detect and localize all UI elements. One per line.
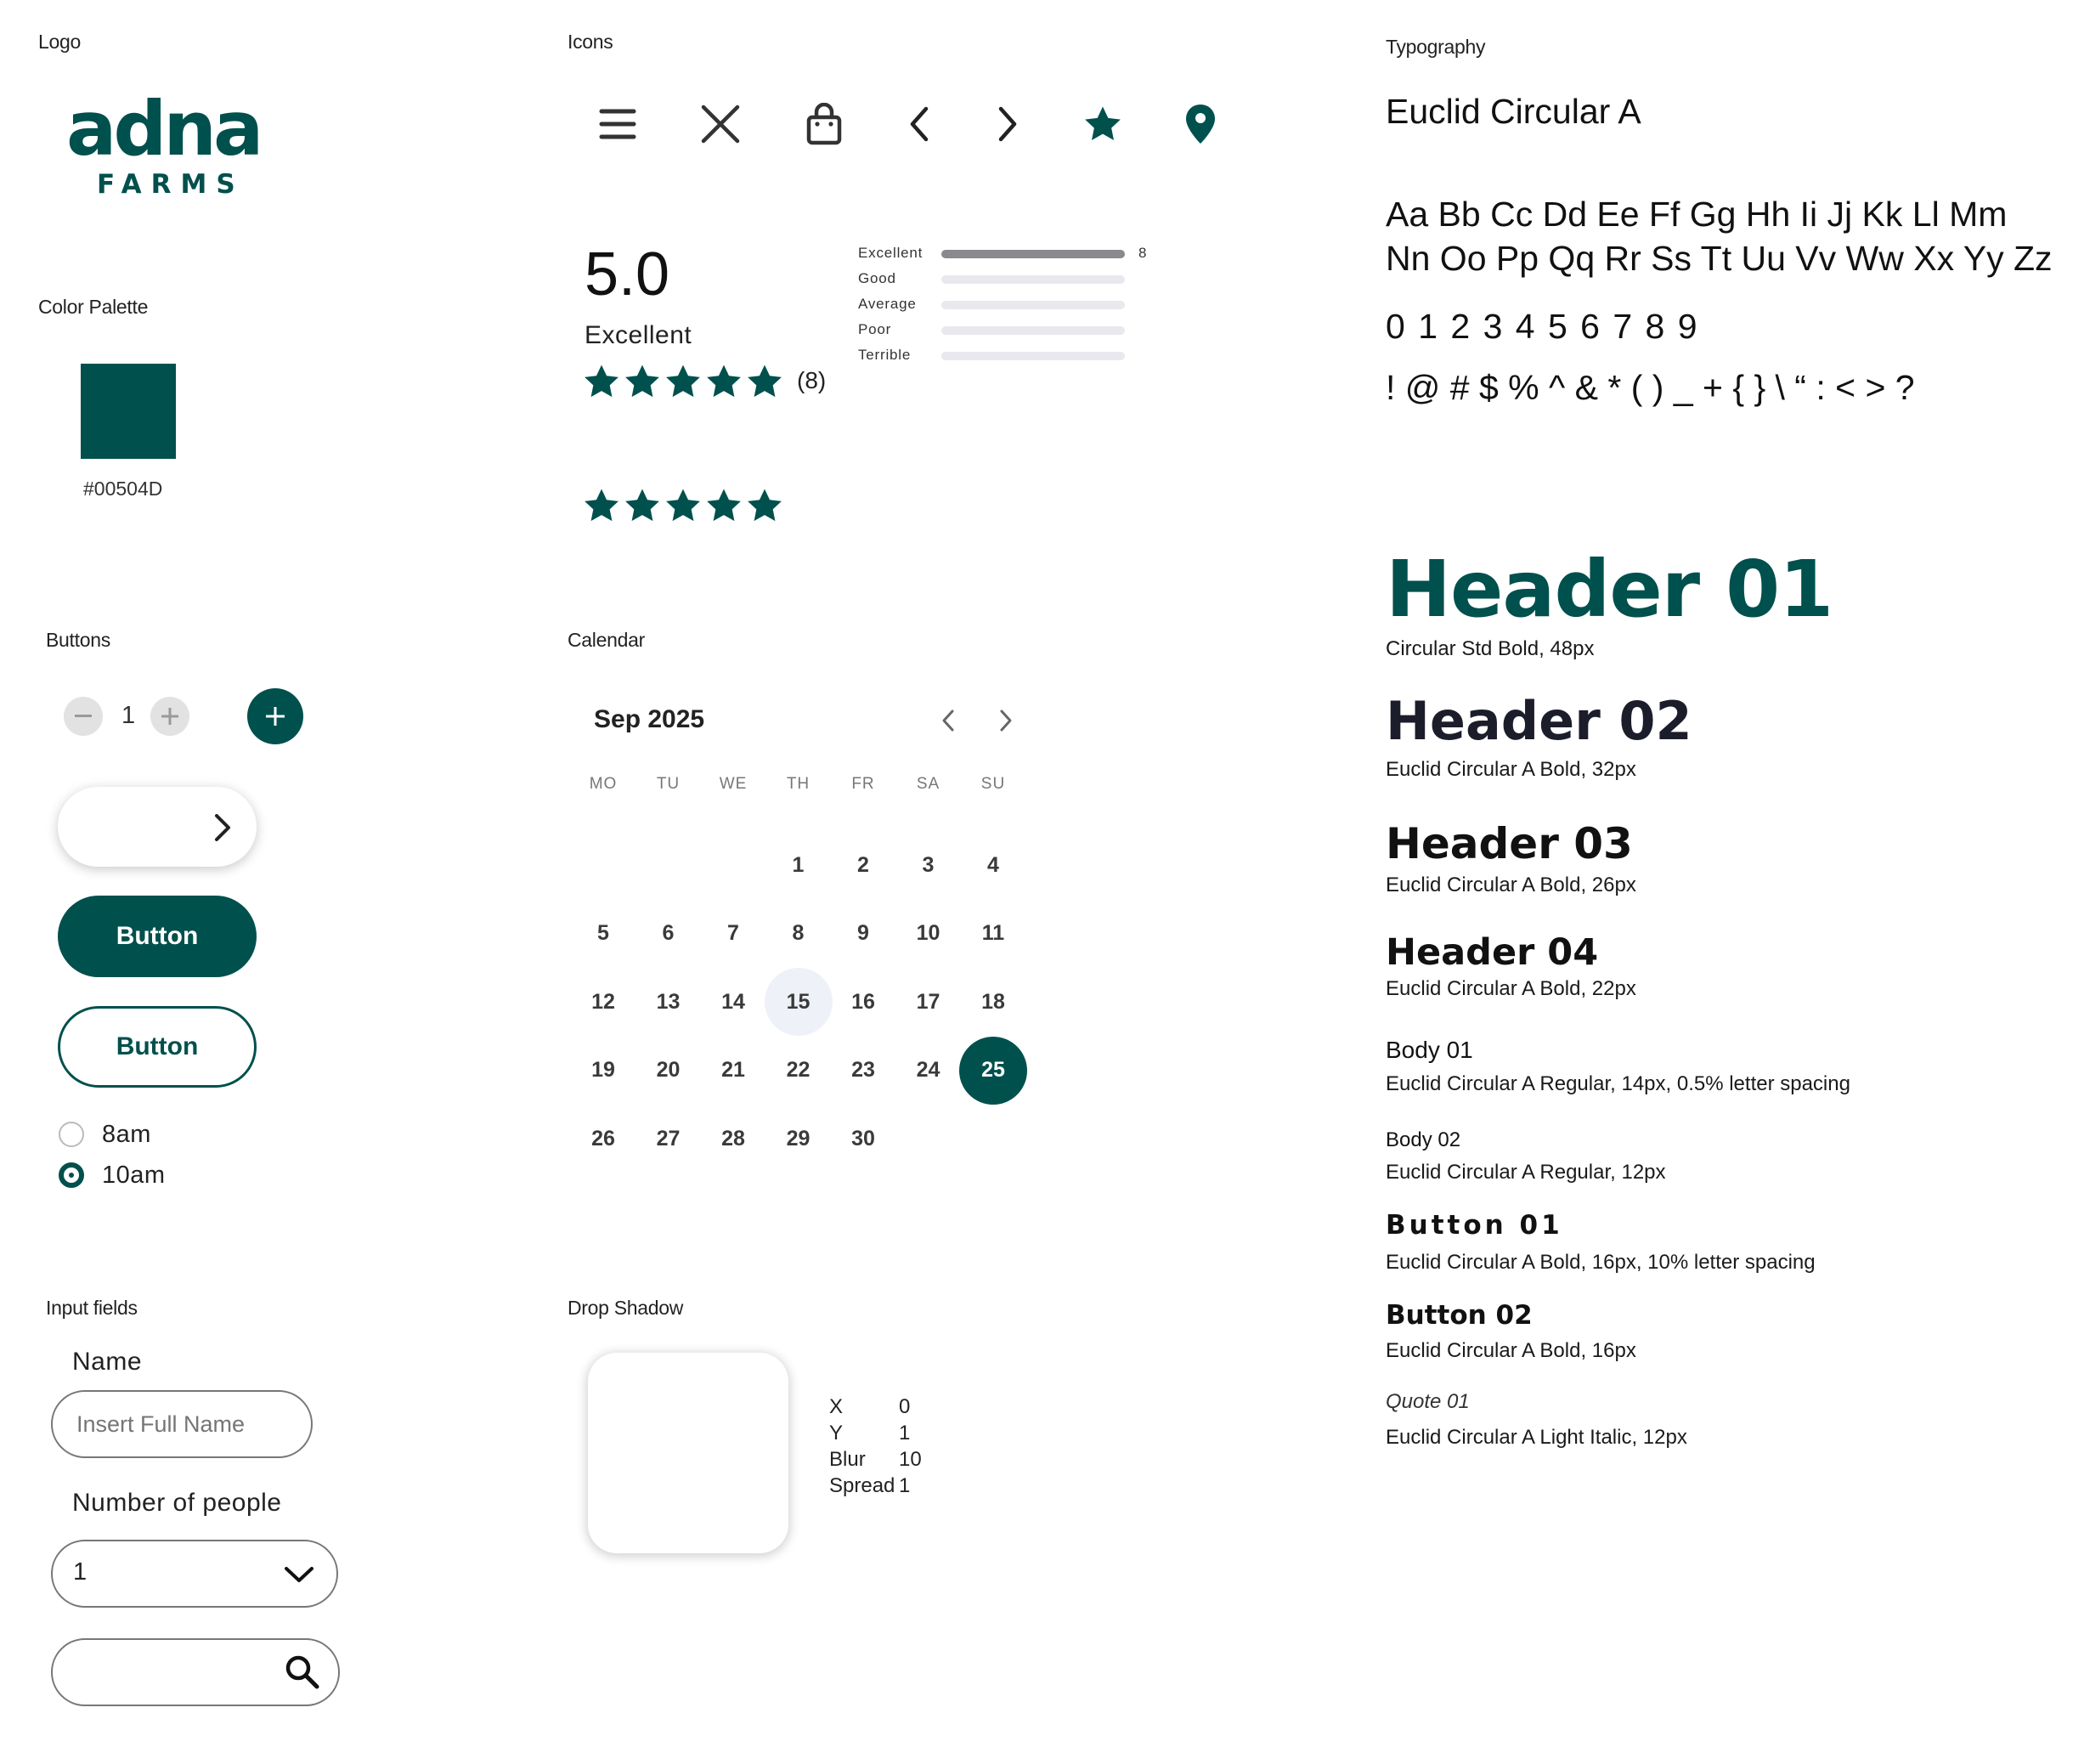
logo-wordmark: adna: [66, 85, 261, 172]
shadow-param-value: 1: [899, 1474, 911, 1497]
calendar-day[interactable]: 12: [591, 989, 615, 1014]
calendar-day[interactable]: 6: [662, 921, 675, 945]
decrement-button[interactable]: [64, 697, 103, 736]
calendar-day[interactable]: 30: [851, 1126, 875, 1151]
shadow-param-key: Spread: [829, 1474, 895, 1497]
close-icon[interactable]: [695, 99, 746, 150]
header-03-spec: Euclid Circular A Bold, 26px: [1386, 874, 1636, 896]
search-icon: [284, 1654, 321, 1691]
star-icon: [705, 488, 743, 528]
quote-01-spec: Euclid Circular A Light Italic, 12px: [1386, 1426, 1687, 1449]
section-label-buttons: Buttons: [46, 629, 110, 651]
header-03-sample: Header 03: [1386, 819, 1633, 868]
section-label-typography: Typography: [1386, 36, 1486, 58]
section-label-drop-shadow: Drop Shadow: [568, 1297, 684, 1319]
increment-button[interactable]: [150, 697, 189, 736]
bag-icon[interactable]: [799, 99, 850, 150]
calendar-day[interactable]: 29: [786, 1126, 811, 1151]
calendar-weekday: TH: [786, 775, 811, 793]
rating-bar-track: [941, 352, 1125, 360]
calendar-weekday: WE: [719, 775, 748, 793]
shadow-params: [829, 1394, 922, 1499]
calendar-day[interactable]: 11: [981, 921, 1005, 945]
star-icon: [624, 488, 661, 528]
rating-bar-track: [941, 250, 1125, 258]
star-icon: [746, 488, 783, 528]
calendar-day[interactable]: 9: [857, 921, 869, 945]
symbols-sample: ! @ # $ % ^ & * ( ) _ + { } \ “ : < > ?: [1386, 368, 1915, 407]
star-icon: [664, 488, 702, 528]
rating-stars: [583, 364, 783, 404]
map-pin-icon[interactable]: [1175, 99, 1226, 150]
calendar-day[interactable]: 23: [851, 1058, 875, 1082]
name-label: Name: [72, 1348, 143, 1376]
calendar-day[interactable]: 2: [857, 852, 869, 877]
calendar-day[interactable]: 19: [591, 1058, 615, 1082]
chevron-down-icon: [284, 1565, 314, 1584]
star-icon: [583, 364, 620, 404]
button-02-sample: Button 02: [1386, 1300, 1533, 1331]
calendar-day[interactable]: 10: [916, 921, 940, 945]
calendar-weekday: SU: [980, 775, 1006, 793]
shadow-param-row: [829, 1420, 922, 1446]
radio-label-8am: 8am: [102, 1121, 151, 1148]
rating-bar-fill: [941, 250, 1125, 258]
calendar-day[interactable]: 15: [765, 968, 833, 1036]
section-label-icons: Icons: [568, 31, 613, 53]
rating-bar-label: Terrible: [858, 347, 912, 363]
calendar-day[interactable]: 8: [792, 921, 805, 945]
rating-score: 5.0: [585, 240, 670, 308]
rating-bar-label: Good: [858, 270, 896, 286]
star-icon[interactable]: [1077, 99, 1128, 150]
body-02-spec: Euclid Circular A Regular, 12px: [1386, 1161, 1666, 1184]
search-input[interactable]: [51, 1638, 340, 1706]
calendar-day[interactable]: 5: [597, 921, 609, 945]
secondary-button[interactable]: Button: [58, 1006, 257, 1088]
color-swatch: [81, 364, 176, 459]
header-01-sample: Header 01: [1386, 544, 1833, 635]
rating-bar-label: Excellent: [858, 245, 924, 261]
header-04-spec: Euclid Circular A Bold, 22px: [1386, 977, 1636, 1000]
calendar-day[interactable]: 22: [786, 1058, 811, 1082]
section-label-calendar: Calendar: [568, 629, 645, 651]
calendar-day[interactable]: 1: [792, 852, 805, 877]
star-icon: [705, 364, 743, 404]
calendar-month: Sep 2025: [594, 705, 705, 733]
calendar-prev-button[interactable]: [940, 709, 957, 737]
shadow-param-row: [829, 1473, 922, 1499]
radio-label-10am: 10am: [102, 1162, 166, 1189]
calendar-day[interactable]: 7: [727, 921, 739, 945]
star-icon: [624, 364, 661, 404]
people-select-value: 1: [73, 1558, 88, 1586]
shadow-param-value: 0: [899, 1395, 911, 1418]
rating-bar-count: 8: [1138, 245, 1148, 261]
rating-bar-track: [941, 326, 1125, 335]
header-01-spec: Circular Std Bold, 48px: [1386, 637, 1595, 660]
header-02-spec: Euclid Circular A Bold, 32px: [1386, 758, 1636, 781]
radio-10am[interactable]: [59, 1162, 84, 1188]
color-swatch-hex: #00504D: [83, 478, 163, 500]
chevron-left-icon[interactable]: [894, 99, 945, 150]
section-label-color-palette: Color Palette: [38, 296, 149, 318]
calendar-day[interactable]: 3: [922, 852, 935, 877]
shadow-param-key: Y: [829, 1422, 844, 1445]
name-input[interactable]: [51, 1390, 313, 1458]
calendar-day[interactable]: 16: [851, 989, 875, 1014]
header-04-sample: Header 04: [1386, 931, 1599, 974]
people-select[interactable]: [51, 1540, 338, 1608]
shadow-param-row: [829, 1394, 922, 1420]
logo-subtitle: FARMS: [97, 169, 245, 200]
shadow-sample-card: [588, 1353, 788, 1553]
body-01-spec: Euclid Circular A Regular, 14px, 0.5% letter spacing: [1386, 1072, 1850, 1095]
radio-8am[interactable]: [59, 1122, 84, 1147]
button-01-spec: Euclid Circular A Bold, 16px, 10% letter spacing: [1386, 1251, 1816, 1274]
font-name: Euclid Circular A: [1386, 92, 1641, 131]
calendar-day[interactable]: 28: [721, 1126, 745, 1151]
calendar-day[interactable]: 26: [591, 1126, 615, 1151]
calendar-next-button[interactable]: [997, 709, 1014, 737]
header-02-sample: Header 02: [1386, 690, 1692, 752]
calendar-day[interactable]: 18: [981, 989, 1005, 1014]
calendar-weekday: MO: [589, 775, 618, 793]
button-01-sample: Button 01: [1386, 1210, 1563, 1241]
alphabet-line-1: Aa Bb Cc Dd Ee Ff Gg Hh Ii Jj Kk Ll Mm: [1386, 195, 2008, 234]
star-icon: [746, 364, 783, 404]
calendar-weekday: SA: [916, 775, 940, 793]
rating-word: Excellent: [585, 321, 692, 349]
calendar-day[interactable]: 27: [656, 1126, 681, 1151]
section-label-logo: Logo: [38, 31, 81, 53]
rating-bar-track: [941, 275, 1125, 284]
digits-sample: 0 1 2 3 4 5 6 7 8 9: [1386, 307, 1699, 346]
calendar-day[interactable]: 21: [721, 1058, 745, 1082]
chevron-right-icon[interactable]: [982, 99, 1033, 150]
rating-bar-label: Average: [858, 296, 917, 312]
shadow-param-row: [829, 1446, 922, 1473]
section-label-input-fields: Input fields: [46, 1297, 138, 1319]
rating-bar-label: Poor: [858, 321, 892, 337]
calendar-day-selected[interactable]: 25: [959, 1037, 1027, 1105]
shadow-param-key: X: [829, 1395, 844, 1418]
calendar-day[interactable]: 20: [656, 1058, 681, 1082]
alphabet-line-2: Nn Oo Pp Qq Rr Ss Tt Uu Vv Ww Xx Yy Zz: [1386, 239, 2053, 278]
rating-bar-track: [941, 301, 1125, 309]
body-01-sample: Body 01: [1386, 1037, 1473, 1063]
calendar-day[interactable]: 13: [656, 989, 681, 1014]
chevron-right-icon: [214, 814, 231, 841]
quote-01-sample: Quote 01: [1386, 1390, 1470, 1413]
star-icon: [583, 488, 620, 528]
primary-button[interactable]: Button: [58, 896, 257, 977]
rating-breakdown: [858, 246, 1164, 374]
people-label: Number of people: [72, 1489, 282, 1517]
standalone-stars[interactable]: [583, 488, 783, 528]
calendar-grid: [578, 765, 1053, 1156]
body-02-sample: Body 02: [1386, 1128, 1461, 1151]
add-button[interactable]: [247, 688, 303, 744]
button-02-spec: Euclid Circular A Bold, 16px: [1386, 1339, 1636, 1362]
calendar-weekday: FR: [851, 775, 875, 793]
stepper-value: 1: [121, 702, 136, 729]
rating-count: (8): [797, 367, 827, 393]
calendar-day[interactable]: 14: [721, 989, 745, 1014]
logo: [66, 85, 261, 200]
calendar-day[interactable]: 17: [916, 989, 940, 1014]
next-arrow-button[interactable]: [58, 787, 257, 867]
shadow-param-value: 10: [899, 1448, 922, 1471]
shadow-param-key: Blur: [829, 1448, 866, 1471]
star-icon: [664, 364, 702, 404]
calendar-day[interactable]: 4: [987, 852, 999, 877]
calendar-day[interactable]: 24: [916, 1058, 940, 1082]
menu-icon[interactable]: [592, 99, 643, 150]
shadow-param-value: 1: [899, 1422, 911, 1445]
calendar-weekday: TU: [656, 775, 681, 793]
